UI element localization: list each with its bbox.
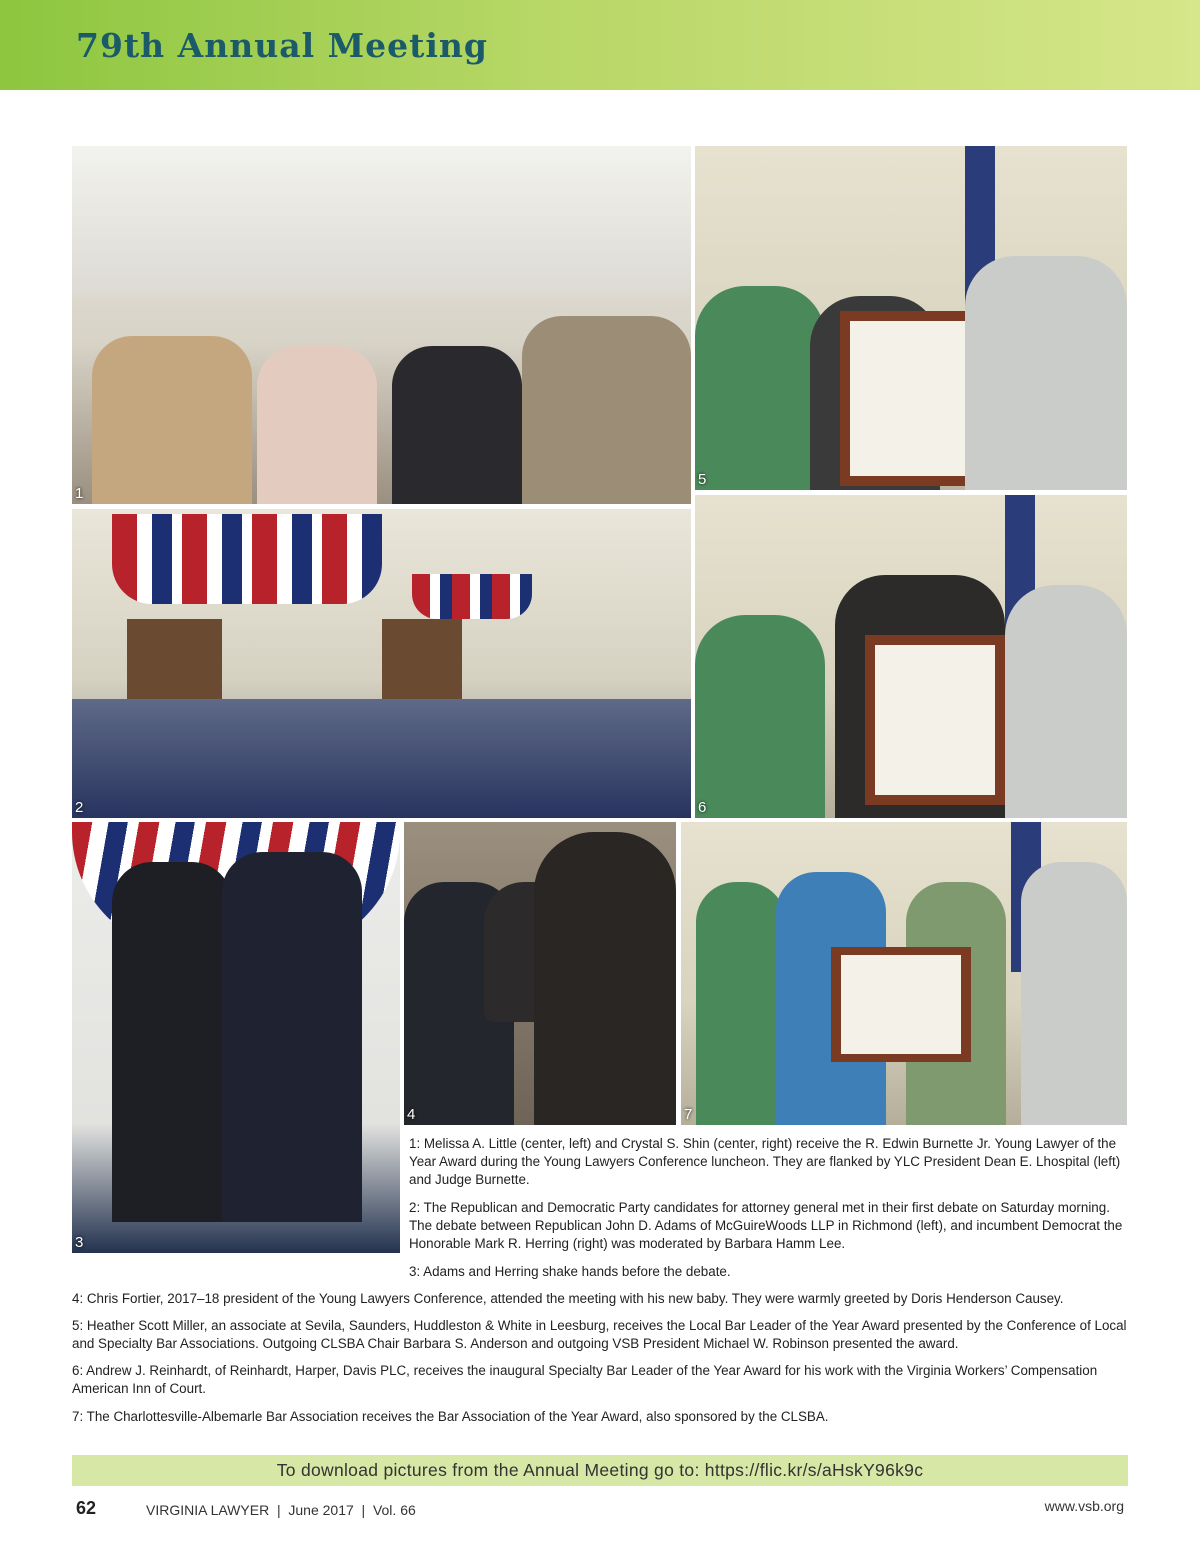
publication-info: VIRGINIA LAWYER | June 2017 | Vol. 66 <box>146 1502 416 1518</box>
caption-4: 4: Chris Fortier, 2017–18 president of the Young Lawyers Conference, attended the meeting with his new baby. They were warmly greeted by Doris Henderson Causey. <box>72 1291 1064 1306</box>
photo-2 <box>72 509 691 818</box>
photo-number: 4 <box>407 1106 416 1123</box>
photo-number: 7 <box>684 1106 693 1123</box>
photo-number: 2 <box>75 799 84 816</box>
caption-7: 7: The Charlottesville-Albemarle Bar Association receives the Bar Association of the Year Award, also sponsored by the CLSBA. <box>72 1409 829 1424</box>
page-title: 79th Annual Meeting <box>76 26 489 65</box>
caption-2: 2: The Republican and Democratic Party candidates for attorney general met in their first debate on Saturday morning. The debate between Republican John D. Adams of McGuireWoods LLP in Richmond (left), and incumbent Democrat the Honorable Mark R. Herring (right) was moderated by Barbara Hamm Lee. <box>409 1200 1123 1251</box>
caption-6: 6: Andrew J. Reinhardt, of Reinhardt, Harper, Davis PLC, receives the inaugural Specialty Bar Leader of the Year Award for his work with the Virginia Workers’ Compensation American Inn of Court. <box>72 1363 1098 1396</box>
photo-5 <box>695 146 1127 490</box>
photo-7 <box>681 822 1127 1125</box>
download-link-banner[interactable]: To download pictures from the Annual Meeting go to: https://flic.kr/s/aHskY96k9c <box>72 1455 1128 1486</box>
photo-6 <box>695 495 1127 818</box>
page-number: 62 <box>76 1498 97 1518</box>
caption-3: 3: Adams and Herring shake hands before the debate. <box>409 1264 731 1279</box>
photo-number: 5 <box>698 471 707 488</box>
caption-1: 1: Melissa A. Little (center, left) and Crystal S. Shin (center, right) receive the R. Edwin Burnette Jr. Young Lawyer of the Year Award during the Young Lawyers Conference luncheon. They are flanked by YLC President Dean E. Lhospital (left) and Judge Burnette. <box>409 1136 1121 1187</box>
photo-3 <box>72 822 400 1253</box>
photo-number: 6 <box>698 799 707 816</box>
photo-number: 3 <box>75 1234 84 1251</box>
caption-5: 5: Heather Scott Miller, an associate at Sevila, Saunders, Huddleston & White in Leesburg, receives the Local Bar Leader of the Year Award presented by the Conference of Local and Specialty Bar Associations. Outgoing CLSBA Chair Barbara S. Anderson and outgoing VSB President Michael W. Robinson presented the award. <box>72 1318 1127 1351</box>
photo-number: 1 <box>75 485 84 502</box>
website-link[interactable]: www.vsb.org <box>1044 1498 1124 1514</box>
photo-1 <box>72 146 691 504</box>
photo-4 <box>404 822 676 1125</box>
header-banner <box>0 0 1200 90</box>
